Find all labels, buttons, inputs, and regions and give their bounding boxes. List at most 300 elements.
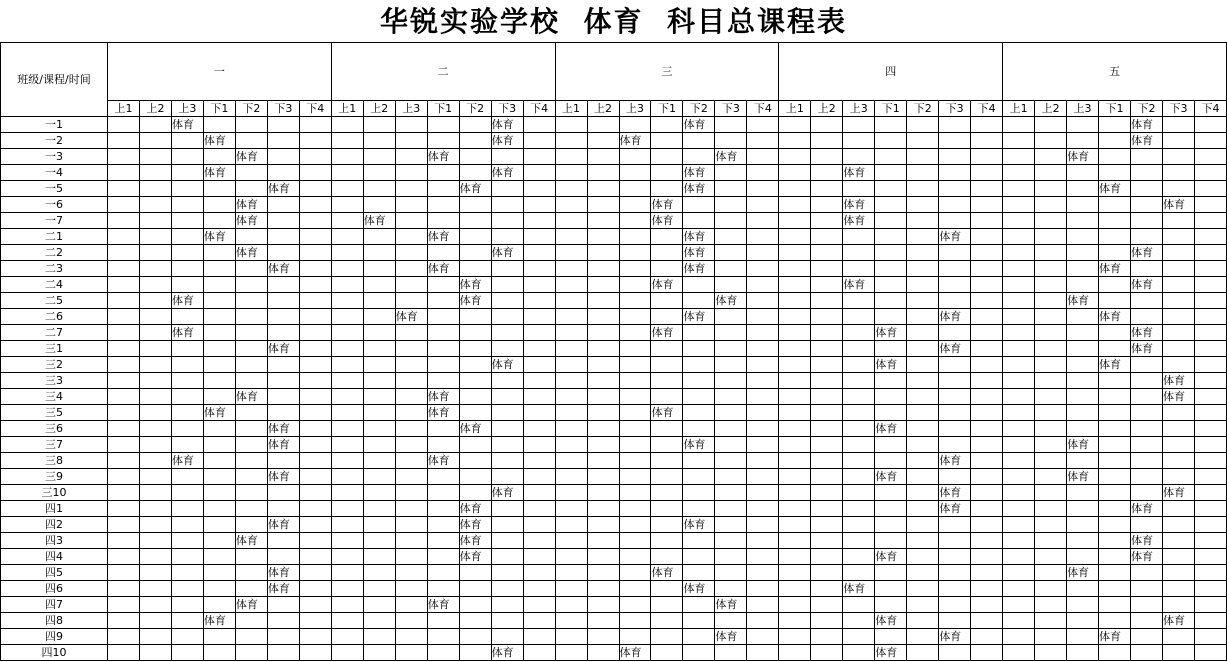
schedule-cell: [811, 405, 843, 421]
schedule-cell: [459, 437, 491, 453]
schedule-cell: [683, 421, 715, 437]
page-title: 华锐实验学校 体育 科目总课程表: [380, 5, 847, 38]
schedule-cell: [811, 485, 843, 501]
class-label: 四10: [1, 645, 108, 661]
schedule-cell: [619, 165, 651, 181]
schedule-cell: [971, 373, 1003, 389]
period-header: 上2: [1035, 101, 1067, 117]
schedule-cell: 体育: [459, 293, 491, 309]
schedule-cell: [299, 149, 331, 165]
schedule-cell: [747, 597, 779, 613]
schedule-cell: [715, 261, 747, 277]
class-label: 一6: [1, 197, 108, 213]
schedule-cell: [875, 165, 907, 181]
schedule-cell: [139, 517, 171, 533]
schedule-cell: [779, 613, 811, 629]
schedule-cell: [203, 149, 235, 165]
schedule-cell: [1035, 613, 1067, 629]
schedule-cell: [1003, 629, 1035, 645]
schedule-cell: [299, 373, 331, 389]
schedule-cell: [1067, 389, 1099, 405]
schedule-cell: [331, 629, 363, 645]
schedule-cell: [459, 325, 491, 341]
schedule-cell: [619, 261, 651, 277]
schedule-cell: 体育: [267, 437, 299, 453]
schedule-cell: 体育: [651, 565, 683, 581]
schedule-cell: [843, 469, 875, 485]
schedule-cell: [1131, 629, 1163, 645]
schedule-cell: [427, 517, 459, 533]
schedule-cell: 体育: [1099, 629, 1131, 645]
schedule-cell: [875, 629, 907, 645]
schedule-cell: [108, 613, 140, 629]
schedule-cell: [811, 373, 843, 389]
schedule-cell: [779, 293, 811, 309]
schedule-cell: [395, 229, 427, 245]
schedule-cell: [715, 213, 747, 229]
schedule-cell: [459, 165, 491, 181]
schedule-cell: [1003, 549, 1035, 565]
schedule-cell: [108, 501, 140, 517]
schedule-cell: [747, 389, 779, 405]
schedule-cell: [1162, 261, 1194, 277]
schedule-cell: [715, 373, 747, 389]
schedule-cell: [747, 565, 779, 581]
schedule-cell: [715, 565, 747, 581]
schedule-cell: [907, 133, 939, 149]
table-row: [1, 357, 1227, 373]
schedule-cell: [971, 165, 1003, 181]
schedule-cell: [108, 549, 140, 565]
schedule-cell: [139, 117, 171, 133]
schedule-cell: [171, 597, 203, 613]
schedule-cell: [1194, 181, 1226, 197]
schedule-cell: [459, 469, 491, 485]
schedule-cell: [299, 117, 331, 133]
schedule-cell: [747, 229, 779, 245]
period-header: 上1: [108, 101, 140, 117]
schedule-cell: [1035, 565, 1067, 581]
schedule-cell: [651, 389, 683, 405]
schedule-cell: [1003, 421, 1035, 437]
schedule-cell: [1131, 373, 1163, 389]
schedule-cell: [1131, 197, 1163, 213]
schedule-cell: [171, 517, 203, 533]
schedule-cell: [747, 149, 779, 165]
schedule-cell: [523, 357, 555, 373]
schedule-cell: [907, 117, 939, 133]
schedule-cell: [587, 437, 619, 453]
schedule-cell: [459, 581, 491, 597]
schedule-cell: 体育: [1099, 181, 1131, 197]
schedule-cell: [1194, 565, 1226, 581]
schedule-cell: [299, 597, 331, 613]
schedule-cell: [555, 197, 587, 213]
schedule-cell: 体育: [427, 453, 459, 469]
schedule-cell: [1194, 517, 1226, 533]
schedule-cell: [1099, 149, 1131, 165]
schedule-cell: [619, 309, 651, 325]
schedule-cell: [1003, 501, 1035, 517]
schedule-cell: [843, 261, 875, 277]
schedule-cell: [651, 357, 683, 373]
schedule-cell: [1131, 261, 1163, 277]
period-header: 下2: [907, 101, 939, 117]
schedule-cell: [267, 645, 299, 661]
class-label: 一1: [1, 117, 108, 133]
schedule-cell: [299, 325, 331, 341]
schedule-cell: [683, 293, 715, 309]
period-header: 上2: [363, 101, 395, 117]
schedule-cell: [395, 213, 427, 229]
schedule-cell: [619, 213, 651, 229]
schedule-cell: [267, 405, 299, 421]
schedule-cell: 体育: [203, 405, 235, 421]
schedule-cell: [139, 437, 171, 453]
schedule-cell: [555, 453, 587, 469]
schedule-cell: [715, 613, 747, 629]
schedule-cell: [683, 133, 715, 149]
schedule-cell: [811, 357, 843, 373]
period-header: 下2: [235, 101, 267, 117]
schedule-cell: 体育: [491, 485, 523, 501]
schedule-cell: [971, 261, 1003, 277]
schedule-cell: [491, 389, 523, 405]
schedule-cell: [427, 117, 459, 133]
schedule-cell: [939, 405, 971, 421]
schedule-cell: [299, 389, 331, 405]
schedule-cell: [683, 389, 715, 405]
schedule-cell: 体育: [203, 229, 235, 245]
schedule-cell: [971, 357, 1003, 373]
schedule-cell: [363, 277, 395, 293]
schedule-cell: [363, 613, 395, 629]
schedule-cell: [1099, 469, 1131, 485]
schedule-cell: [715, 341, 747, 357]
schedule-cell: [139, 485, 171, 501]
schedule-cell: [811, 533, 843, 549]
schedule-cell: [108, 405, 140, 421]
schedule-cell: [491, 421, 523, 437]
schedule-cell: [171, 533, 203, 549]
schedule-cell: [651, 453, 683, 469]
schedule-cell: [331, 469, 363, 485]
schedule-cell: [747, 453, 779, 469]
schedule-cell: [203, 437, 235, 453]
schedule-cell: [299, 405, 331, 421]
schedule-cell: 体育: [683, 437, 715, 453]
schedule-cell: [395, 565, 427, 581]
schedule-cell: [1194, 293, 1226, 309]
schedule-cell: [779, 437, 811, 453]
table-row: [1, 629, 1227, 645]
schedule-cell: [1003, 261, 1035, 277]
schedule-cell: 体育: [267, 181, 299, 197]
schedule-cell: [1003, 165, 1035, 181]
class-label: 四8: [1, 613, 108, 629]
schedule-cell: [363, 629, 395, 645]
schedule-cell: 体育: [235, 213, 267, 229]
schedule-cell: [1035, 341, 1067, 357]
schedule-cell: [907, 309, 939, 325]
table-row: [1, 341, 1227, 357]
schedule-cell: 体育: [843, 581, 875, 597]
schedule-cell: [875, 181, 907, 197]
schedule-cell: [427, 309, 459, 325]
schedule-cell: [203, 421, 235, 437]
schedule-cell: 体育: [1131, 501, 1163, 517]
schedule-cell: [523, 197, 555, 213]
schedule-cell: [779, 325, 811, 341]
schedule-cell: [683, 645, 715, 661]
schedule-cell: 体育: [843, 213, 875, 229]
schedule-cell: [907, 485, 939, 501]
schedule-cell: [267, 325, 299, 341]
schedule-cell: 体育: [427, 405, 459, 421]
schedule-cell: [875, 277, 907, 293]
schedule-cell: [523, 341, 555, 357]
schedule-cell: [715, 197, 747, 213]
schedule-cell: [1162, 341, 1194, 357]
schedule-cell: [203, 181, 235, 197]
schedule-cell: [203, 453, 235, 469]
schedule-cell: 体育: [235, 245, 267, 261]
schedule-cell: [1194, 277, 1226, 293]
schedule-cell: [843, 485, 875, 501]
schedule-cell: [235, 325, 267, 341]
schedule-cell: [715, 165, 747, 181]
schedule-cell: 体育: [427, 261, 459, 277]
schedule-cell: 体育: [683, 517, 715, 533]
schedule-cell: [587, 597, 619, 613]
schedule-cell: [875, 437, 907, 453]
schedule-cell: [299, 309, 331, 325]
schedule-cell: [235, 277, 267, 293]
schedule-cell: [907, 181, 939, 197]
schedule-cell: [299, 421, 331, 437]
schedule-cell: [139, 373, 171, 389]
schedule-cell: [779, 133, 811, 149]
schedule-cell: 体育: [267, 341, 299, 357]
schedule-cell: [1067, 453, 1099, 469]
schedule-cell: [683, 373, 715, 389]
schedule-cell: [779, 501, 811, 517]
schedule-cell: [811, 597, 843, 613]
schedule-cell: [843, 565, 875, 581]
schedule-cell: [459, 405, 491, 421]
schedule-cell: [1194, 117, 1226, 133]
schedule-cell: [427, 549, 459, 565]
schedule-cell: [363, 117, 395, 133]
schedule-cell: 体育: [1162, 389, 1194, 405]
schedule-cell: [1099, 485, 1131, 501]
schedule-cell: [619, 549, 651, 565]
schedule-cell: [427, 325, 459, 341]
schedule-cell: [267, 245, 299, 261]
schedule-cell: [363, 405, 395, 421]
schedule-cell: [747, 501, 779, 517]
table-row: [1, 261, 1227, 277]
schedule-cell: [651, 533, 683, 549]
schedule-cell: [715, 325, 747, 341]
schedule-cell: [523, 293, 555, 309]
schedule-cell: [619, 293, 651, 309]
schedule-cell: [971, 581, 1003, 597]
day-header-row: [1, 43, 1227, 101]
schedule-cell: [1003, 309, 1035, 325]
schedule-cell: 体育: [683, 229, 715, 245]
schedule-cell: [171, 181, 203, 197]
schedule-cell: 体育: [459, 517, 491, 533]
schedule-cell: [267, 533, 299, 549]
schedule-cell: [811, 629, 843, 645]
schedule-cell: [267, 597, 299, 613]
schedule-cell: [651, 165, 683, 181]
schedule-cell: [267, 629, 299, 645]
class-label: 三5: [1, 405, 108, 421]
schedule-cell: [1067, 421, 1099, 437]
schedule-cell: [235, 453, 267, 469]
schedule-cell: 体育: [459, 277, 491, 293]
schedule-cell: [811, 645, 843, 661]
schedule-cell: [811, 245, 843, 261]
schedule-cell: [587, 165, 619, 181]
schedule-cell: [555, 613, 587, 629]
schedule-cell: [395, 437, 427, 453]
schedule-cell: [395, 197, 427, 213]
schedule-cell: [907, 373, 939, 389]
period-header: 上3: [1067, 101, 1099, 117]
schedule-cell: [715, 117, 747, 133]
schedule-cell: [171, 501, 203, 517]
schedule-cell: [1131, 597, 1163, 613]
schedule-cell: [907, 277, 939, 293]
schedule-cell: [843, 181, 875, 197]
schedule-cell: [523, 405, 555, 421]
schedule-cell: [715, 357, 747, 373]
schedule-cell: [171, 213, 203, 229]
schedule-cell: [523, 373, 555, 389]
schedule-cell: [587, 613, 619, 629]
schedule-cell: [555, 149, 587, 165]
schedule-cell: [555, 517, 587, 533]
schedule-cell: [363, 645, 395, 661]
schedule-cell: [875, 453, 907, 469]
schedule-cell: [1035, 645, 1067, 661]
schedule-cell: [331, 181, 363, 197]
schedule-cell: [491, 197, 523, 213]
schedule-cell: [171, 277, 203, 293]
schedule-cell: [139, 501, 171, 517]
schedule-cell: [1099, 117, 1131, 133]
schedule-cell: [875, 197, 907, 213]
schedule-cell: [651, 645, 683, 661]
schedule-cell: 体育: [491, 133, 523, 149]
schedule-cell: 体育: [459, 549, 491, 565]
schedule-cell: [299, 197, 331, 213]
schedule-cell: [139, 565, 171, 581]
schedule-cell: [1162, 469, 1194, 485]
schedule-cell: [715, 581, 747, 597]
schedule-cell: [587, 421, 619, 437]
schedule-cell: [683, 549, 715, 565]
schedule-cell: 体育: [171, 453, 203, 469]
schedule-cell: [779, 533, 811, 549]
schedule-cell: [1067, 629, 1099, 645]
schedule-cell: [779, 421, 811, 437]
schedule-cell: 体育: [427, 149, 459, 165]
table-row: [1, 245, 1227, 261]
schedule-cell: [1194, 133, 1226, 149]
schedule-cell: 体育: [491, 645, 523, 661]
schedule-cell: [1194, 597, 1226, 613]
table-row: [1, 117, 1227, 133]
schedule-cell: [907, 581, 939, 597]
schedule-cell: [555, 293, 587, 309]
schedule-cell: [1003, 213, 1035, 229]
schedule-cell: [1035, 357, 1067, 373]
schedule-cell: [299, 261, 331, 277]
schedule-cell: [1067, 245, 1099, 261]
schedule-cell: [1003, 277, 1035, 293]
schedule-cell: [651, 309, 683, 325]
period-header: 下1: [651, 101, 683, 117]
class-label: 三7: [1, 437, 108, 453]
schedule-cell: [715, 501, 747, 517]
schedule-cell: [395, 165, 427, 181]
schedule-cell: [907, 501, 939, 517]
schedule-cell: [651, 485, 683, 501]
schedule-cell: [139, 453, 171, 469]
period-header: 上1: [555, 101, 587, 117]
schedule-cell: [235, 629, 267, 645]
schedule-cell: [203, 517, 235, 533]
schedule-cell: 体育: [1131, 341, 1163, 357]
schedule-cell: [1131, 149, 1163, 165]
schedule-cell: [299, 357, 331, 373]
schedule-cell: [555, 245, 587, 261]
period-header: 下1: [427, 101, 459, 117]
schedule-cell: [907, 645, 939, 661]
class-label: 三8: [1, 453, 108, 469]
schedule-cell: [203, 469, 235, 485]
schedule-cell: [1003, 293, 1035, 309]
schedule-cell: [747, 469, 779, 485]
schedule-cell: [171, 485, 203, 501]
schedule-cell: [1067, 581, 1099, 597]
schedule-cell: [1067, 309, 1099, 325]
schedule-cell: 体育: [1131, 133, 1163, 149]
schedule-cell: [363, 565, 395, 581]
class-label: 三9: [1, 469, 108, 485]
schedule-cell: [363, 501, 395, 517]
schedule-table: [0, 42, 1227, 661]
schedule-cell: [779, 277, 811, 293]
schedule-cell: [683, 213, 715, 229]
schedule-cell: [1003, 341, 1035, 357]
schedule-cell: [1162, 421, 1194, 437]
schedule-cell: [1131, 165, 1163, 181]
schedule-cell: 体育: [875, 325, 907, 341]
schedule-cell: [491, 309, 523, 325]
schedule-cell: [715, 229, 747, 245]
class-label: 一5: [1, 181, 108, 197]
schedule-cell: [1067, 117, 1099, 133]
schedule-cell: [523, 613, 555, 629]
schedule-cell: [171, 245, 203, 261]
schedule-cell: 体育: [235, 197, 267, 213]
schedule-cell: [971, 325, 1003, 341]
